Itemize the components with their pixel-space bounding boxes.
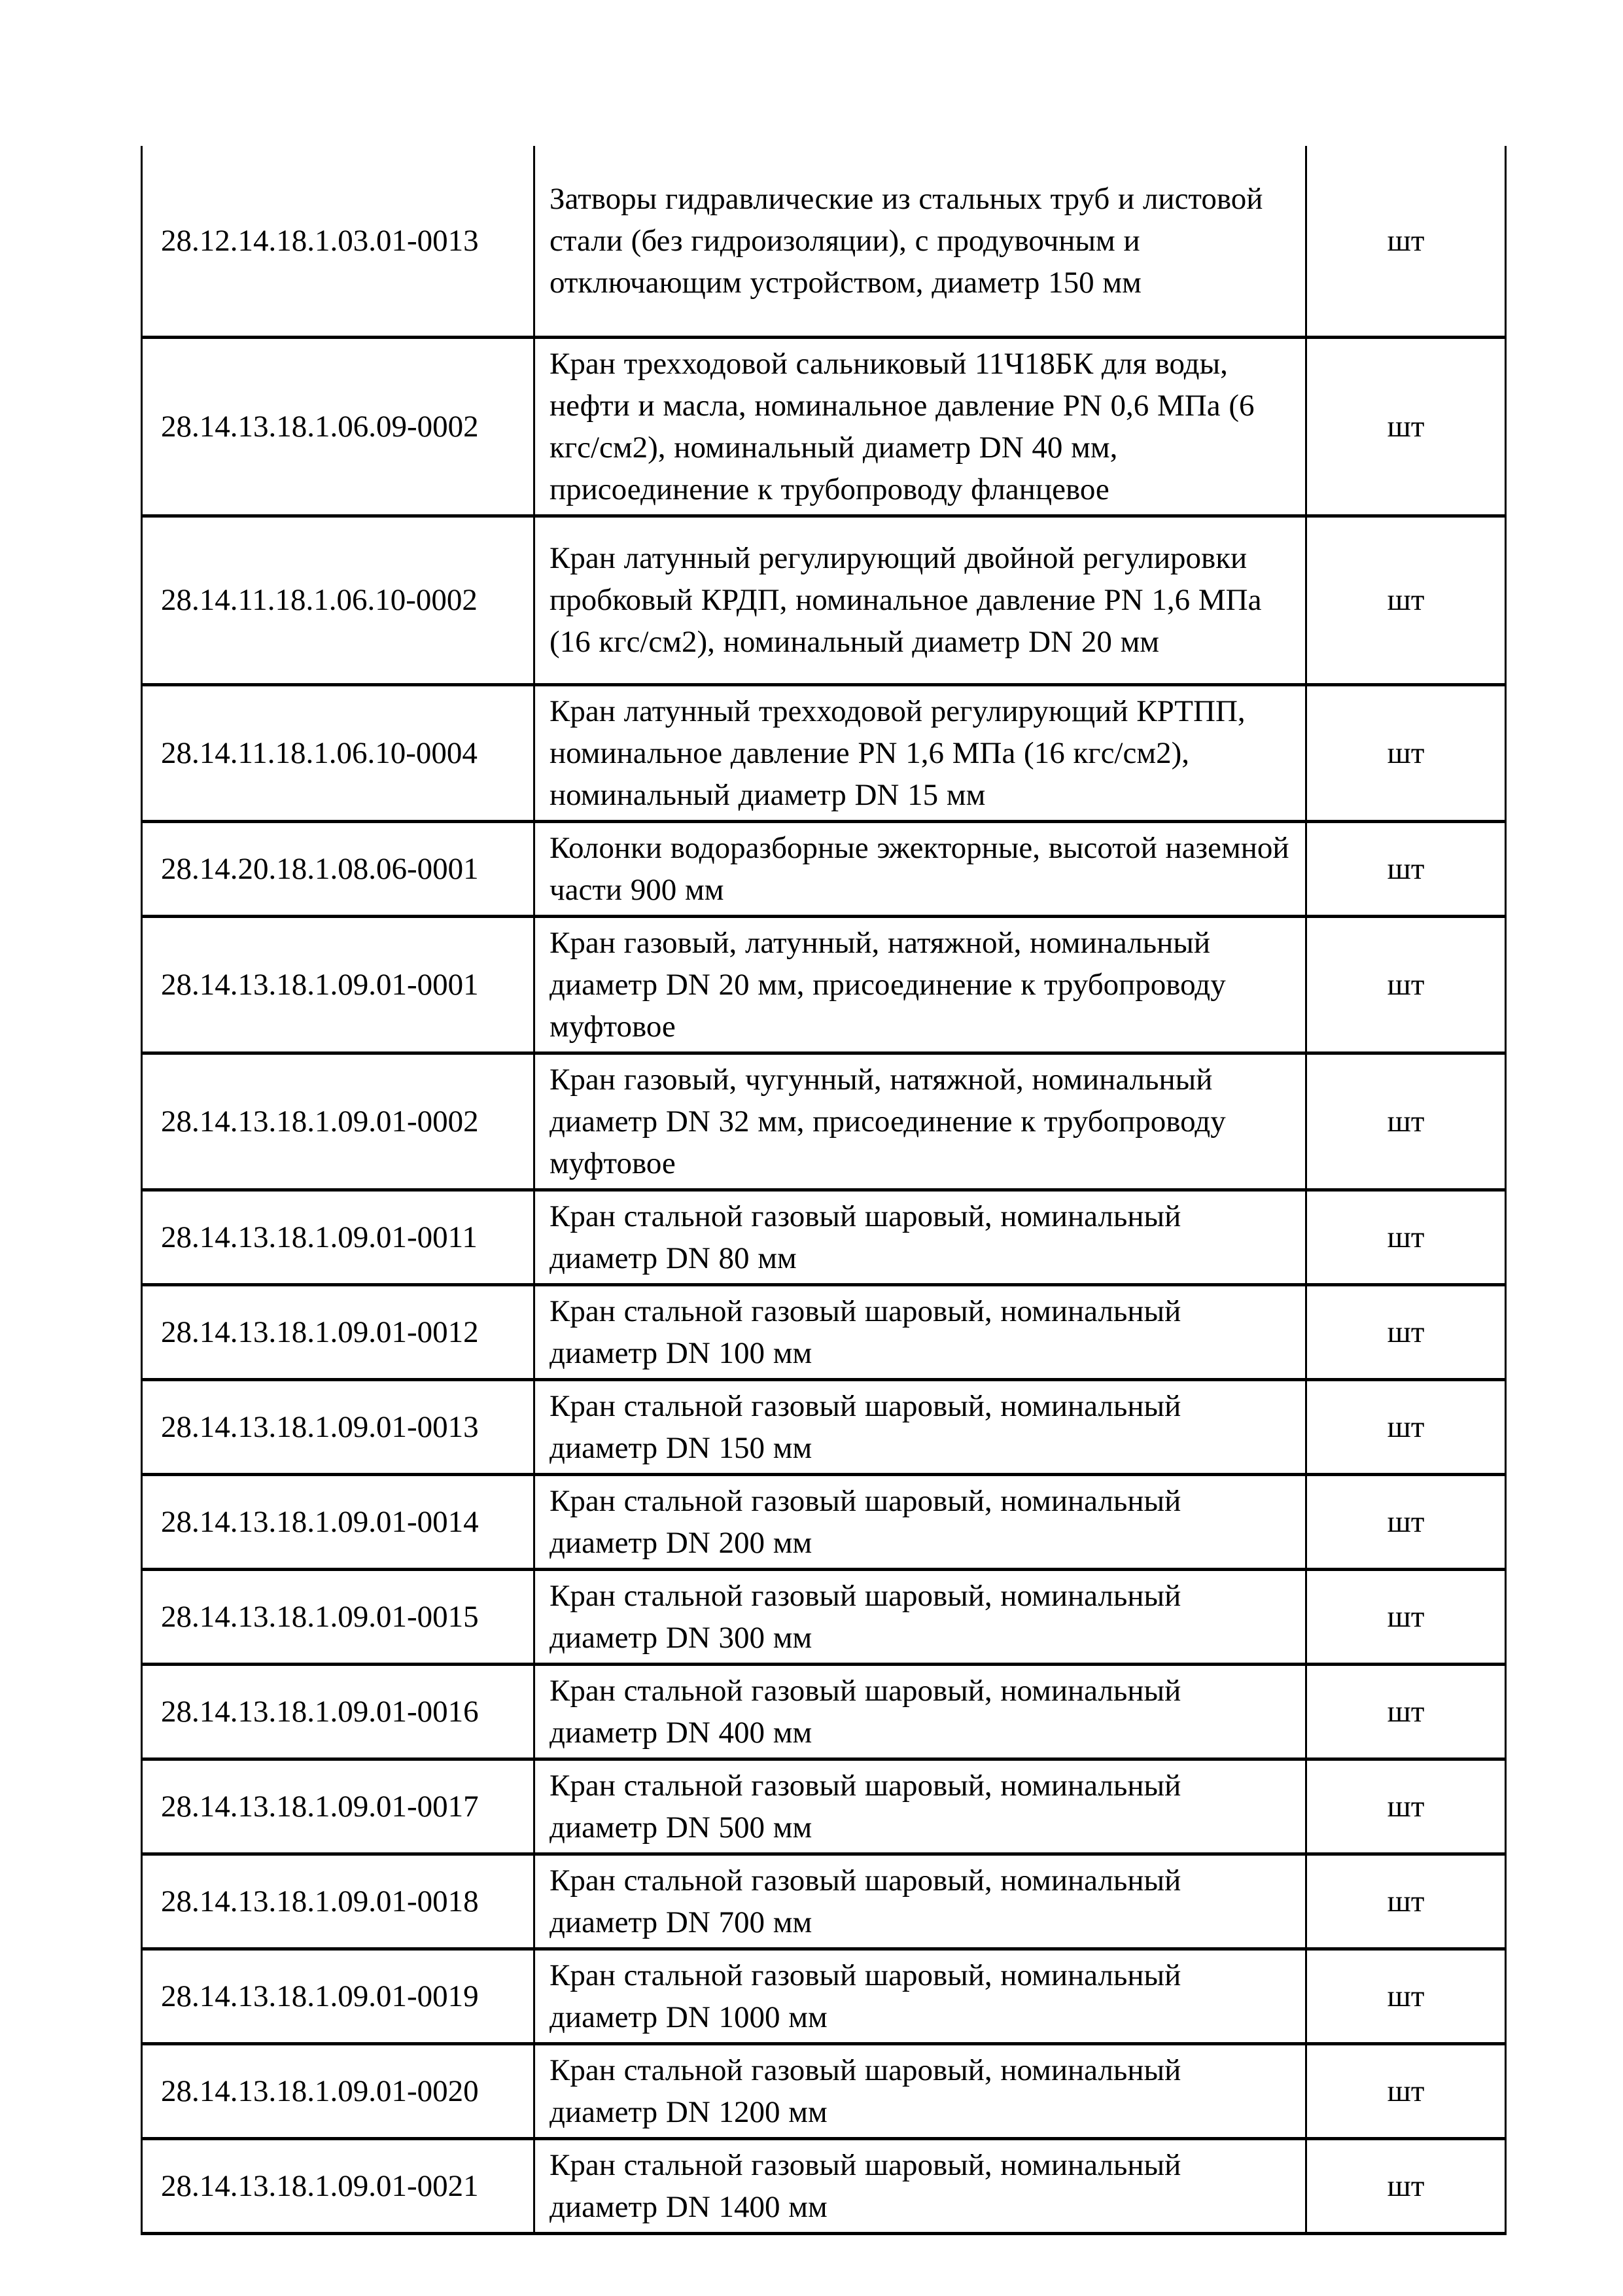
description-cell: Кран стальной газовый шаровый, номинальный диаметр DN 1400 мм: [534, 2138, 1306, 2233]
table-row: [142, 146, 1506, 337]
unit-cell: шт: [1306, 916, 1506, 1053]
description-cell: Кран стальной газовый шаровый, номинальный диаметр DN 200 мм: [534, 1474, 1306, 1569]
description-cell: Кран стальной газовый шаровый, номинальный диаметр DN 1000 мм: [534, 1949, 1306, 2043]
code-cell: 28.14.13.18.1.09.01-0012: [142, 1284, 534, 1379]
table-row: [142, 1474, 1506, 1569]
unit-cell: шт: [1306, 1664, 1506, 1759]
description-cell: Кран газовый, чугунный, натяжной, номинальный диаметр DN 32 мм, присоединение к трубопроводу муфтовое: [534, 1053, 1306, 1190]
unit-cell: шт: [1306, 2043, 1506, 2138]
code-cell: 28.14.11.18.1.06.10-0004: [142, 684, 534, 821]
description-cell: Затворы гидравлические из стальных труб и листовой стали (без гидроизоляции), с продувочным и отключающим устройством, диаметр 150 мм: [534, 146, 1306, 337]
table-row: [142, 2043, 1506, 2138]
unit-cell: шт: [1306, 684, 1506, 821]
table-row: [142, 916, 1506, 1053]
table-row: [142, 1053, 1506, 1190]
unit-cell: шт: [1306, 821, 1506, 916]
code-cell: 28.14.13.18.1.09.01-0002: [142, 1053, 534, 1190]
table-row: [142, 1284, 1506, 1379]
description-cell: Кран латунный регулирующий двойной регулировки пробковый КРДП, номинальное давление PN 1,6 МПа (16 кгс/см2), номинальный диаметр DN 20 мм: [534, 516, 1306, 684]
table-row: [142, 684, 1506, 821]
description-cell: Кран стальной газовый шаровый, номинальный диаметр DN 300 мм: [534, 1569, 1306, 1664]
description-cell: Колонки водоразборные эжекторные, высотой наземной части 900 мм: [534, 821, 1306, 916]
unit-cell: шт: [1306, 1854, 1506, 1949]
description-cell: Кран газовый, латунный, натяжной, номинальный диаметр DN 20 мм, присоединение к трубопроводу муфтовое: [534, 916, 1306, 1053]
description-cell: Кран стальной газовый шаровый, номинальный диаметр DN 400 мм: [534, 1664, 1306, 1759]
code-cell: 28.12.14.18.1.03.01-0013: [142, 146, 534, 337]
description-cell: Кран стальной газовый шаровый, номинальный диаметр DN 150 мм: [534, 1379, 1306, 1474]
description-cell: Кран стальной газовый шаровый, номинальный диаметр DN 80 мм: [534, 1190, 1306, 1284]
code-cell: 28.14.13.18.1.09.01-0016: [142, 1664, 534, 1759]
code-cell: 28.14.20.18.1.08.06-0001: [142, 821, 534, 916]
code-cell: 28.14.13.18.1.09.01-0020: [142, 2043, 534, 2138]
table-body: [142, 146, 1506, 2233]
description-cell: Кран латунный трехходовой регулирующий КРТПП, номинальное давление PN 1,6 МПа (16 кгс/см2), номинальный диаметр DN 15 мм: [534, 684, 1306, 821]
code-cell: 28.14.13.18.1.09.01-0013: [142, 1379, 534, 1474]
table-row: [142, 1854, 1506, 1949]
description-cell: Кран трехходовой сальниковый 11Ч18БК для воды, нефти и масла, номинальное давление PN 0,6 МПа (6 кгс/см2), номинальный диаметр DN 40 мм, присоединение к трубопроводу фланцевое: [534, 337, 1306, 516]
code-cell: 28.14.13.18.1.09.01-0014: [142, 1474, 534, 1569]
unit-cell: шт: [1306, 516, 1506, 684]
code-cell: 28.14.13.18.1.09.01-0011: [142, 1190, 534, 1284]
unit-cell: шт: [1306, 1759, 1506, 1854]
table-row: [142, 821, 1506, 916]
code-cell: 28.14.13.18.1.09.01-0019: [142, 1949, 534, 2043]
code-cell: 28.14.13.18.1.09.01-0001: [142, 916, 534, 1053]
code-cell: 28.14.13.18.1.09.01-0017: [142, 1759, 534, 1854]
table-row: [142, 1664, 1506, 1759]
materials-table: [141, 146, 1507, 2235]
code-cell: 28.14.11.18.1.06.10-0002: [142, 516, 534, 684]
table-row: [142, 1759, 1506, 1854]
table-row: [142, 1949, 1506, 2043]
description-cell: Кран стальной газовый шаровый, номинальный диаметр DN 700 мм: [534, 1854, 1306, 1949]
unit-cell: шт: [1306, 1284, 1506, 1379]
table-row: [142, 516, 1506, 684]
description-cell: Кран стальной газовый шаровый, номинальный диаметр DN 100 мм: [534, 1284, 1306, 1379]
description-cell: Кран стальной газовый шаровый, номинальный диаметр DN 1200 мм: [534, 2043, 1306, 2138]
unit-cell: шт: [1306, 1053, 1506, 1190]
code-cell: 28.14.13.18.1.09.01-0018: [142, 1854, 534, 1949]
unit-cell: шт: [1306, 1949, 1506, 2043]
table-row: [142, 1190, 1506, 1284]
table-row: [142, 1379, 1506, 1474]
code-cell: 28.14.13.18.1.09.01-0021: [142, 2138, 534, 2233]
code-cell: 28.14.13.18.1.06.09-0002: [142, 337, 534, 516]
unit-cell: шт: [1306, 2138, 1506, 2233]
unit-cell: шт: [1306, 1190, 1506, 1284]
unit-cell: шт: [1306, 1569, 1506, 1664]
unit-cell: шт: [1306, 337, 1506, 516]
unit-cell: шт: [1306, 1379, 1506, 1474]
code-cell: 28.14.13.18.1.09.01-0015: [142, 1569, 534, 1664]
unit-cell: шт: [1306, 146, 1506, 337]
table-row: [142, 337, 1506, 516]
table-row: [142, 2138, 1506, 2233]
table-row: [142, 1569, 1506, 1664]
description-cell: Кран стальной газовый шаровый, номинальный диаметр DN 500 мм: [534, 1759, 1306, 1854]
unit-cell: шт: [1306, 1474, 1506, 1569]
